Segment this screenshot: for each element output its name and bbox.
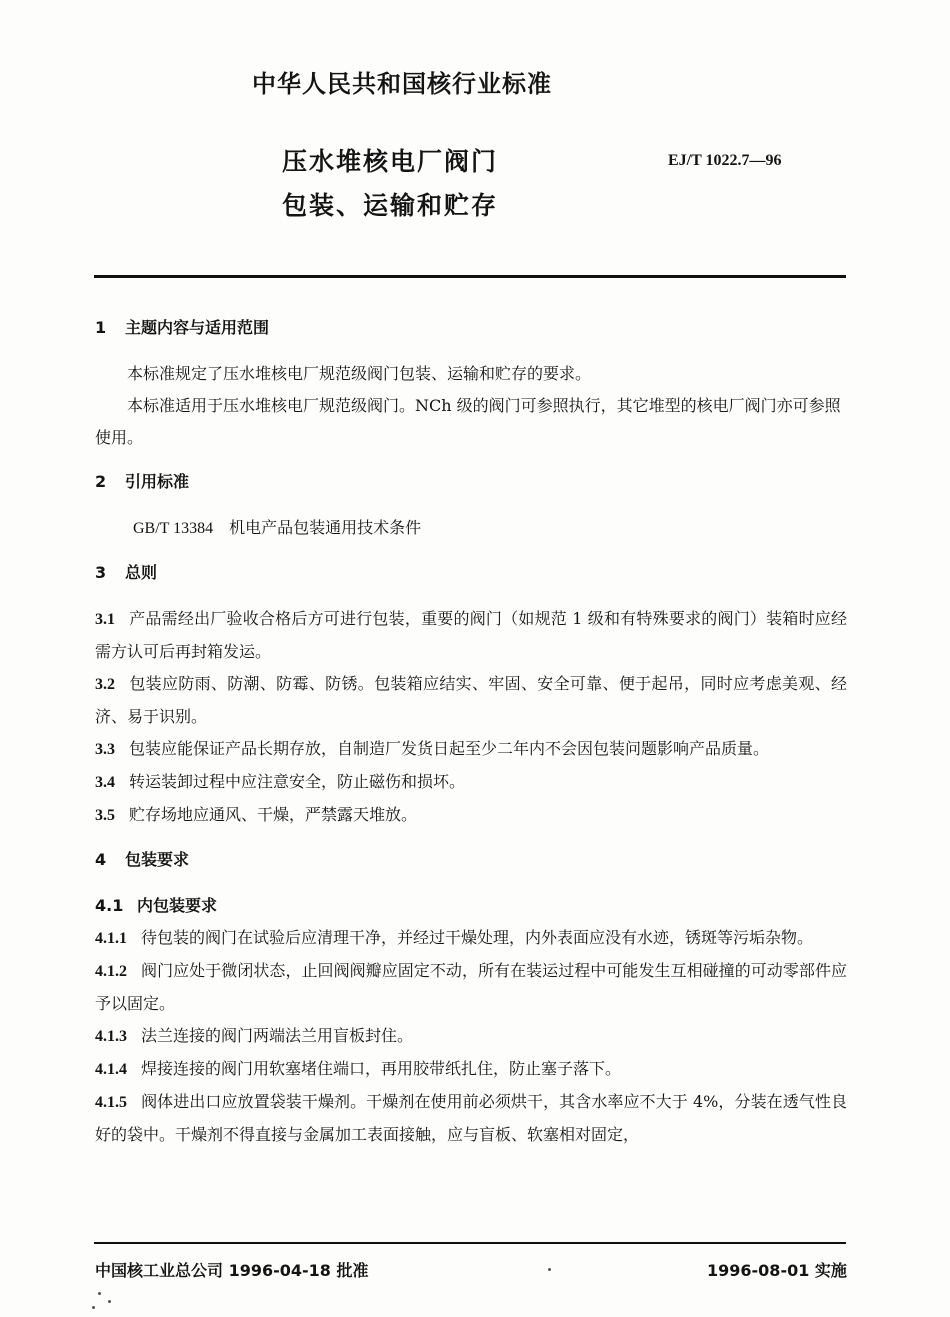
clause-text: 焊接连接的阀门用软塞堵住端口，再用胶带纸扎住，防止塞子落下。 (141, 1059, 622, 1078)
scan-speck (548, 1268, 551, 1271)
standard-category-heading: 中华人民共和国核行业标准 (252, 70, 552, 98)
clause-4-1-4 (95, 1053, 847, 1086)
clause-3-3 (95, 733, 847, 766)
section-3-heading (95, 557, 847, 589)
clause-text: 阀体进出口应放置袋装干燥剂。干燥剂在使用前必须烘干，其含水率应不大于 4%，分装在透气性良好的袋中。干燥剂不得直接与金属加工表面接触，应与盲板、软塞相对固定， (95, 1092, 847, 1144)
referenced-standard-code: GB/T 13384 (133, 520, 214, 537)
clause-3-1 (95, 603, 847, 668)
section-title: 引用标准 (125, 472, 190, 491)
clause-number: 3.3 (95, 741, 115, 758)
header-rule (94, 275, 846, 278)
clause-4-1-3 (95, 1020, 847, 1053)
clause-text: 转运装卸过程中应注意安全，防止磁伤和损坏。 (129, 772, 466, 791)
clause-3-4 (95, 766, 847, 799)
effective-date-line: 1996-08-01 实施 (707, 1261, 847, 1280)
clause-number: 4.1.1 (95, 930, 127, 947)
section-1-heading (95, 312, 847, 344)
document-body (95, 312, 847, 1151)
clause-number: 4.1.3 (95, 1028, 127, 1045)
clause-text: 包装应防雨、防潮、防霉、防锈。包装箱应结实、牢固、安全可靠、便于起吊，同时应考虑美观、经济、易于识别。 (95, 674, 847, 726)
subsection-number: 4.1 (95, 896, 124, 915)
clause-4-1-5 (95, 1086, 847, 1151)
clause-number: 4.1.2 (95, 963, 127, 980)
section-title: 主题内容与适用范围 (125, 318, 270, 337)
clause-4-1-1 (95, 922, 847, 955)
footer-rule (94, 1242, 846, 1244)
clause-text: 阀门应处于微闭状态，止回阀阀瓣应固定不动，所有在装运过程中可能发生互相碰撞的可动零部件应予以固定。 (95, 961, 847, 1013)
section-1-paragraph-2: 本标准适用于压水堆核电厂规范级阀门。NCh 级的阀门可参照执行，其它堆型的核电厂阀门亦可参照使用。 (95, 396, 841, 447)
scan-speck (98, 1292, 101, 1295)
clause-number: 3.1 (95, 611, 115, 628)
section-4-heading (95, 844, 847, 876)
section-number: 3 (95, 563, 107, 582)
subsection-4-1-heading (95, 890, 847, 922)
clause-text: 产品需经出厂验收合格后方可进行包装，重要的阀门（如规范 1 级和有特殊要求的阀门）装箱时应经需方认可后再封箱发运。 (95, 609, 847, 661)
clause-number: 3.5 (95, 807, 115, 824)
section-1-paragraph-1: 本标准规定了压水堆核电厂规范级阀门包装、运输和贮存的要求。 (127, 364, 592, 383)
scan-speck (92, 1306, 95, 1309)
section-title: 包装要求 (125, 850, 190, 869)
subsection-title: 内包装要求 (137, 896, 218, 915)
clause-text: 包装应能保证产品长期存放，自制造厂发货日起至少二年内不会因包装问题影响产品质量。 (129, 739, 770, 758)
clause-3-2 (95, 668, 847, 733)
clause-number: 4.1.5 (95, 1094, 127, 1111)
clause-number: 3.4 (95, 774, 115, 791)
scan-speck (108, 1300, 111, 1303)
section-title: 总则 (125, 563, 158, 582)
document-title-line2: 包装、运输和贮存 (282, 191, 499, 220)
clause-text: 法兰连接的阀门两端法兰用盲板封住。 (141, 1026, 414, 1045)
referenced-standard (95, 512, 847, 545)
document-title-line1: 压水堆核电厂阀门 (282, 147, 499, 176)
clause-number: 3.2 (95, 676, 115, 693)
standard-code: EJ/T 1022.7—96 (668, 152, 782, 169)
section-number: 4 (95, 850, 107, 869)
section-number: 2 (95, 472, 107, 491)
clause-text: 贮存场地应通风、干燥，严禁露天堆放。 (129, 805, 418, 824)
section-number: 1 (95, 318, 107, 337)
clause-text: 待包装的阀门在试验后应清理干净，并经过干燥处理，内外表面应没有水迹，锈斑等污垢杂物。 (141, 928, 814, 947)
referenced-standard-title: 机电产品包装通用技术条件 (229, 518, 422, 537)
approval-line: 中国核工业总公司 1996-04-18 批准 (95, 1261, 369, 1280)
section-2-heading (95, 466, 847, 498)
clause-number: 4.1.4 (95, 1061, 127, 1078)
clause-4-1-2 (95, 955, 847, 1020)
clause-3-5 (95, 799, 847, 832)
